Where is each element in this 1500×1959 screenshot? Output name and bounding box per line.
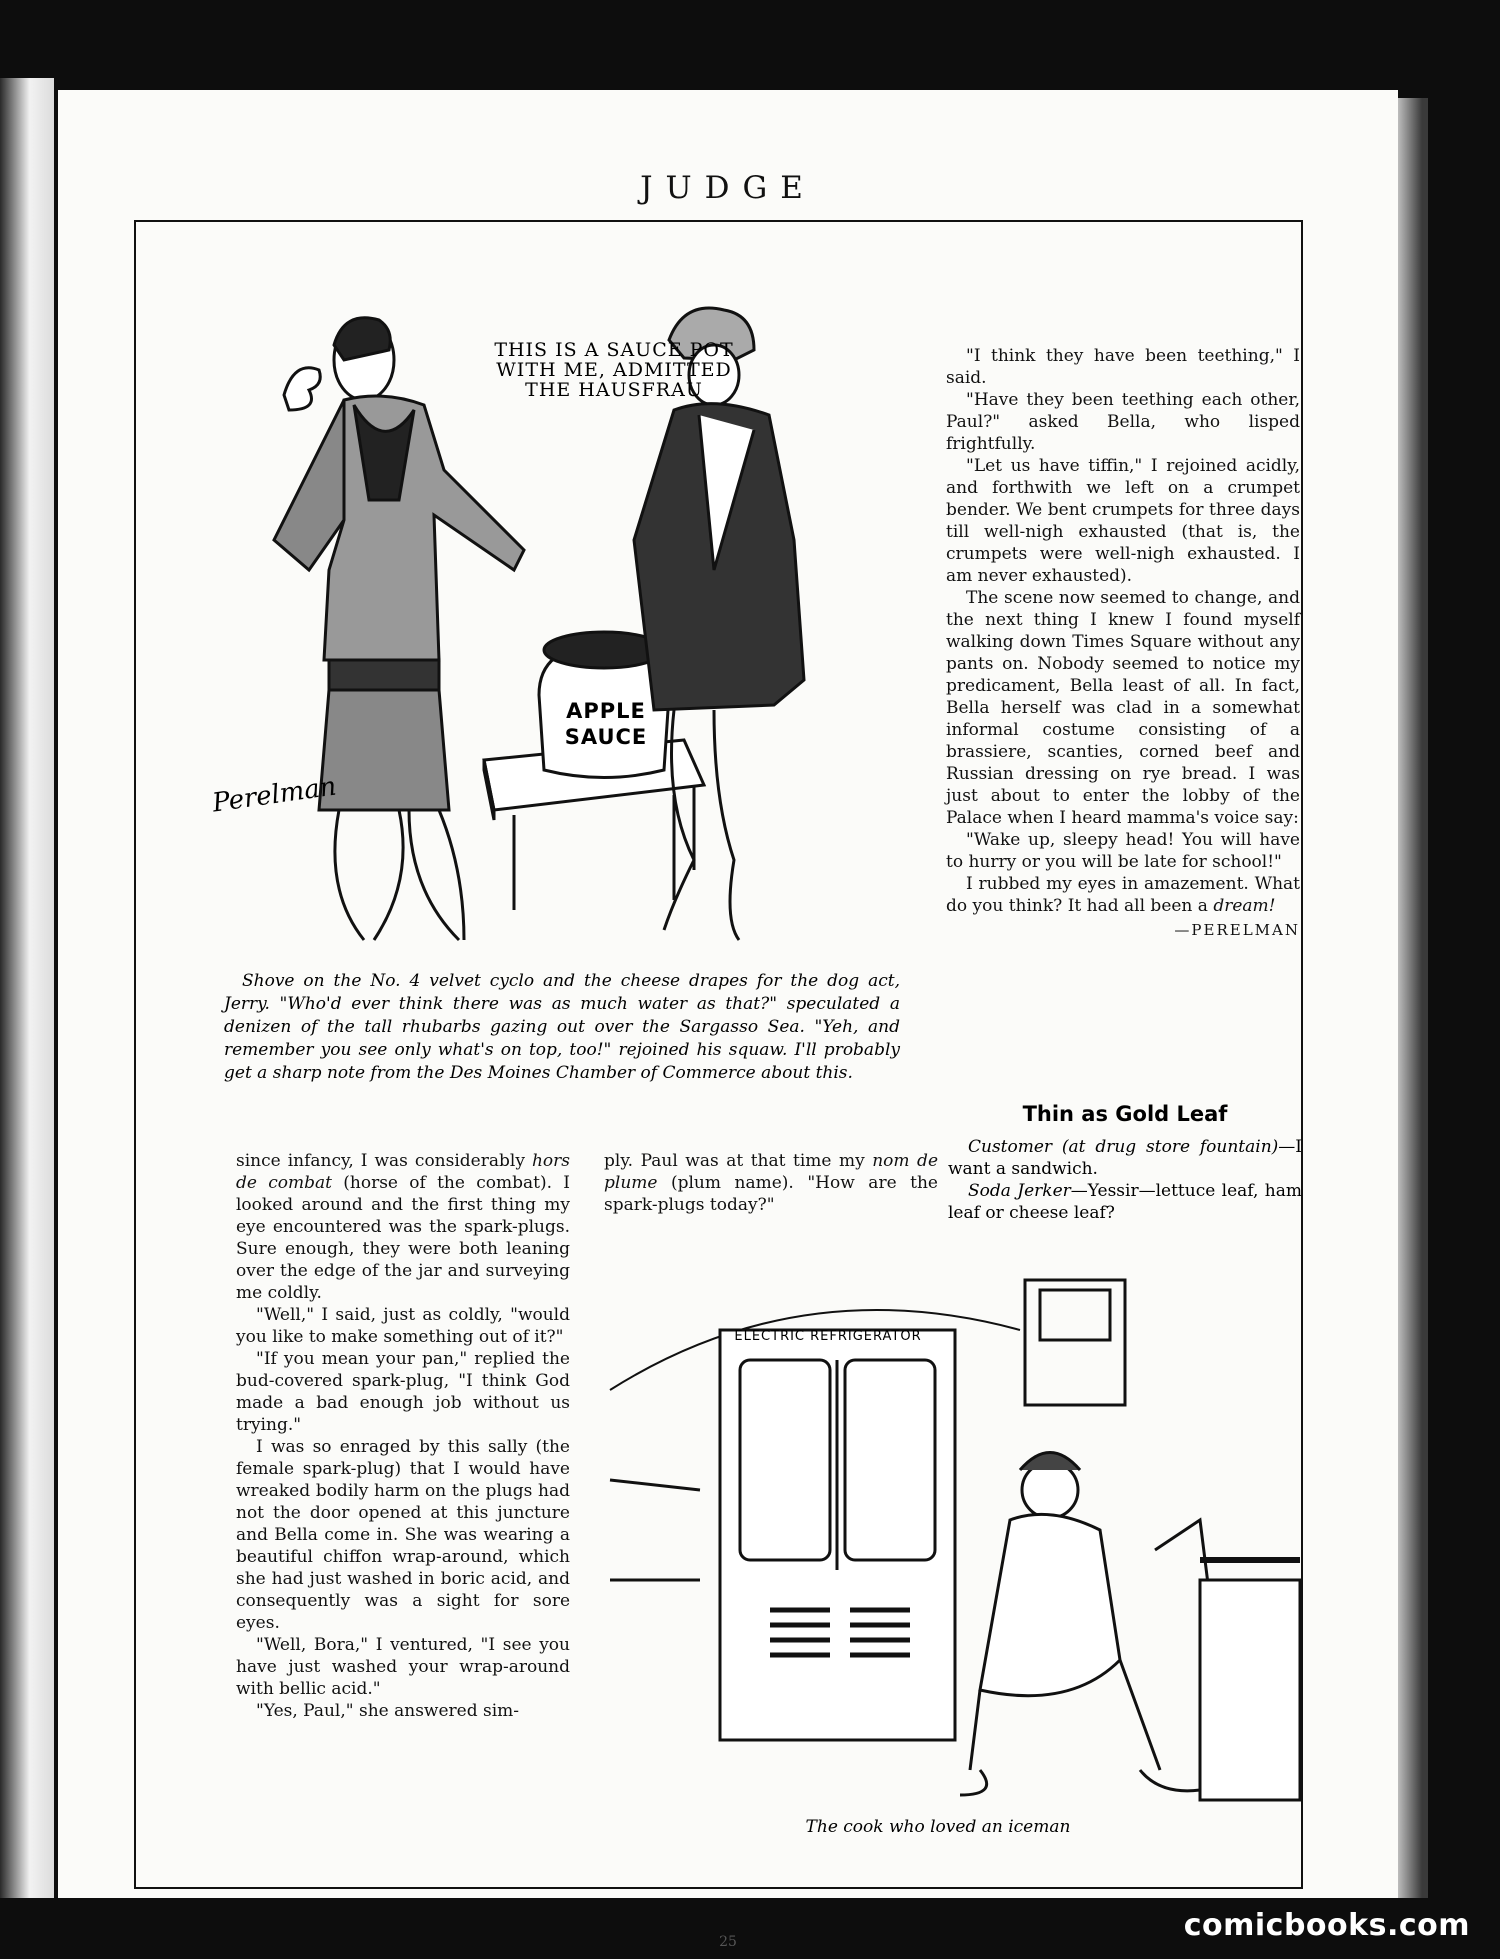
paragraph: "Yes, Paul," she answered sim- xyxy=(256,1701,520,1721)
pot-label-line: APPLE xyxy=(566,699,646,723)
page-number: 25 xyxy=(719,1934,737,1950)
paragraph-text: since infancy, I was considerably xyxy=(236,1151,525,1171)
page-shadow xyxy=(1398,98,1428,1898)
cartoon-caption xyxy=(224,970,900,1085)
site-watermark: comicbooks.com xyxy=(1183,1908,1470,1943)
joke-line xyxy=(948,1136,1302,1180)
pot-label-line: SAUCE xyxy=(564,725,648,749)
paragraph-text: I rubbed my eyes in amazement. What do you think? It had all been a xyxy=(946,874,1300,916)
author-signature: —PERELMAN xyxy=(1174,921,1300,939)
left-column-2 xyxy=(604,1150,938,1216)
paragraph: "Let us have tiffin," I rejoined acidly, and forthwith we left on a crumpet bender. We bent crumpets for three days till well-nigh exhausted (that is, the crumpets were well-nigh exhausted. I am never exhausted). xyxy=(946,456,1300,586)
title-line: THIS IS A SAUCE POT xyxy=(494,339,734,361)
title-line: WITH ME, ADMITTED xyxy=(496,359,732,381)
speaker: Soda Jerker xyxy=(968,1181,1071,1201)
paragraph: "Wake up, sleepy head! You will have to hurry or you will be late for school!" xyxy=(946,830,1300,872)
paragraph-text: (plum name). "How are the spark-plugs today?" xyxy=(604,1173,938,1215)
cartoon-title xyxy=(454,340,774,400)
cartoon-applesauce xyxy=(194,240,909,955)
paragraph xyxy=(946,873,1300,917)
paragraph: I was so enraged by this sally (the female spark-plug) that I would have wreaked bodily harm on the plugs had not the door opened at this juncture and Bella come in. She was wearing a beautiful chiffon wrap-around, which she had just washed in boric acid, and consequently was a sight for sore eyes. xyxy=(236,1437,570,1633)
dialogue: —I want a sandwich. xyxy=(948,1137,1302,1179)
caption-text: Shove on the No. 4 velvet cyclo and the cheese drapes for the dog act, Jerry. "Who'd ever think there was as much water as that?" speculated a denizen of the tall rhubarbs gazing out over the Sargasso Sea. "Yeh, and remember you see only what's on top, too!" rejoined his squaw. I'll probably get a sharp note from the Des Moines Chamber of Commerce about this. xyxy=(224,971,900,1083)
paragraph: "Well, Bora," I ventured, "I see you have just washed your wrap-around with bellic acid." xyxy=(236,1635,570,1699)
paragraph: "If you mean your pan," replied the bud-covered spark-plug, "I think God made a bad enough job without us trying." xyxy=(236,1349,570,1435)
paragraph-text: ply. Paul was at that time my xyxy=(604,1151,865,1171)
article-heading: Thin as Gold Leaf xyxy=(1022,1102,1228,1126)
paragraph: "Have they been teething each other, Paul?" asked Bella, who lisped frightfully. xyxy=(946,390,1300,454)
paragraph: "I think they have been teething," I said. xyxy=(946,346,1300,388)
pot-label xyxy=(550,698,662,750)
paragraph xyxy=(236,1150,570,1304)
paragraph: "Well," I said, just as coldly, "would you like to make something out of it?" xyxy=(236,1305,570,1347)
facing-page-edge xyxy=(0,78,54,1898)
cartoon-caption-2: The cook who loved an iceman xyxy=(805,1817,1071,1837)
emphasis: dream! xyxy=(1213,896,1276,916)
artist-signature: Perelman xyxy=(210,771,339,819)
page-header: JUDGE xyxy=(640,170,816,206)
emphasis: hors de combat xyxy=(236,1151,570,1193)
paragraph: The scene now seemed to change, and the next thing I knew I found myself walking down Times Square without any pants on. Nobody seemed to notice my predicament, Bella least of all. In fact, Bella herself was clad in a somewhat informal costume consisting of a brassiere, scanties, corned beef and Russian dressing on rye bread. I was just about to enter the lobby of the Palace when I heard mamma's voice say: xyxy=(946,588,1300,828)
cartoon-iceman xyxy=(600,1250,1310,1820)
speaker: Customer (at drug store fountain) xyxy=(968,1137,1279,1157)
joke-text xyxy=(948,1136,1302,1224)
joke-line xyxy=(948,1180,1302,1224)
paragraph-text: (horse of the combat). I looked around and the first thing my eye encountered was the spark-plugs. Sure enough, they were both leaning over the edge of the jar and surveying me coldly. xyxy=(236,1173,570,1303)
title-line: THE HAUSFRAU xyxy=(525,379,703,401)
right-column xyxy=(946,345,1300,941)
kitchen-illustration xyxy=(600,1250,1310,1820)
fridge-label: ELECTRIC REFRIGERATOR xyxy=(734,1329,922,1344)
dialogue: —Yessir—lettuce leaf, ham leaf or cheese leaf? xyxy=(948,1181,1302,1223)
emphasis: nom de plume xyxy=(604,1151,939,1193)
left-column-1 xyxy=(236,1150,570,1722)
paragraph xyxy=(604,1150,938,1216)
